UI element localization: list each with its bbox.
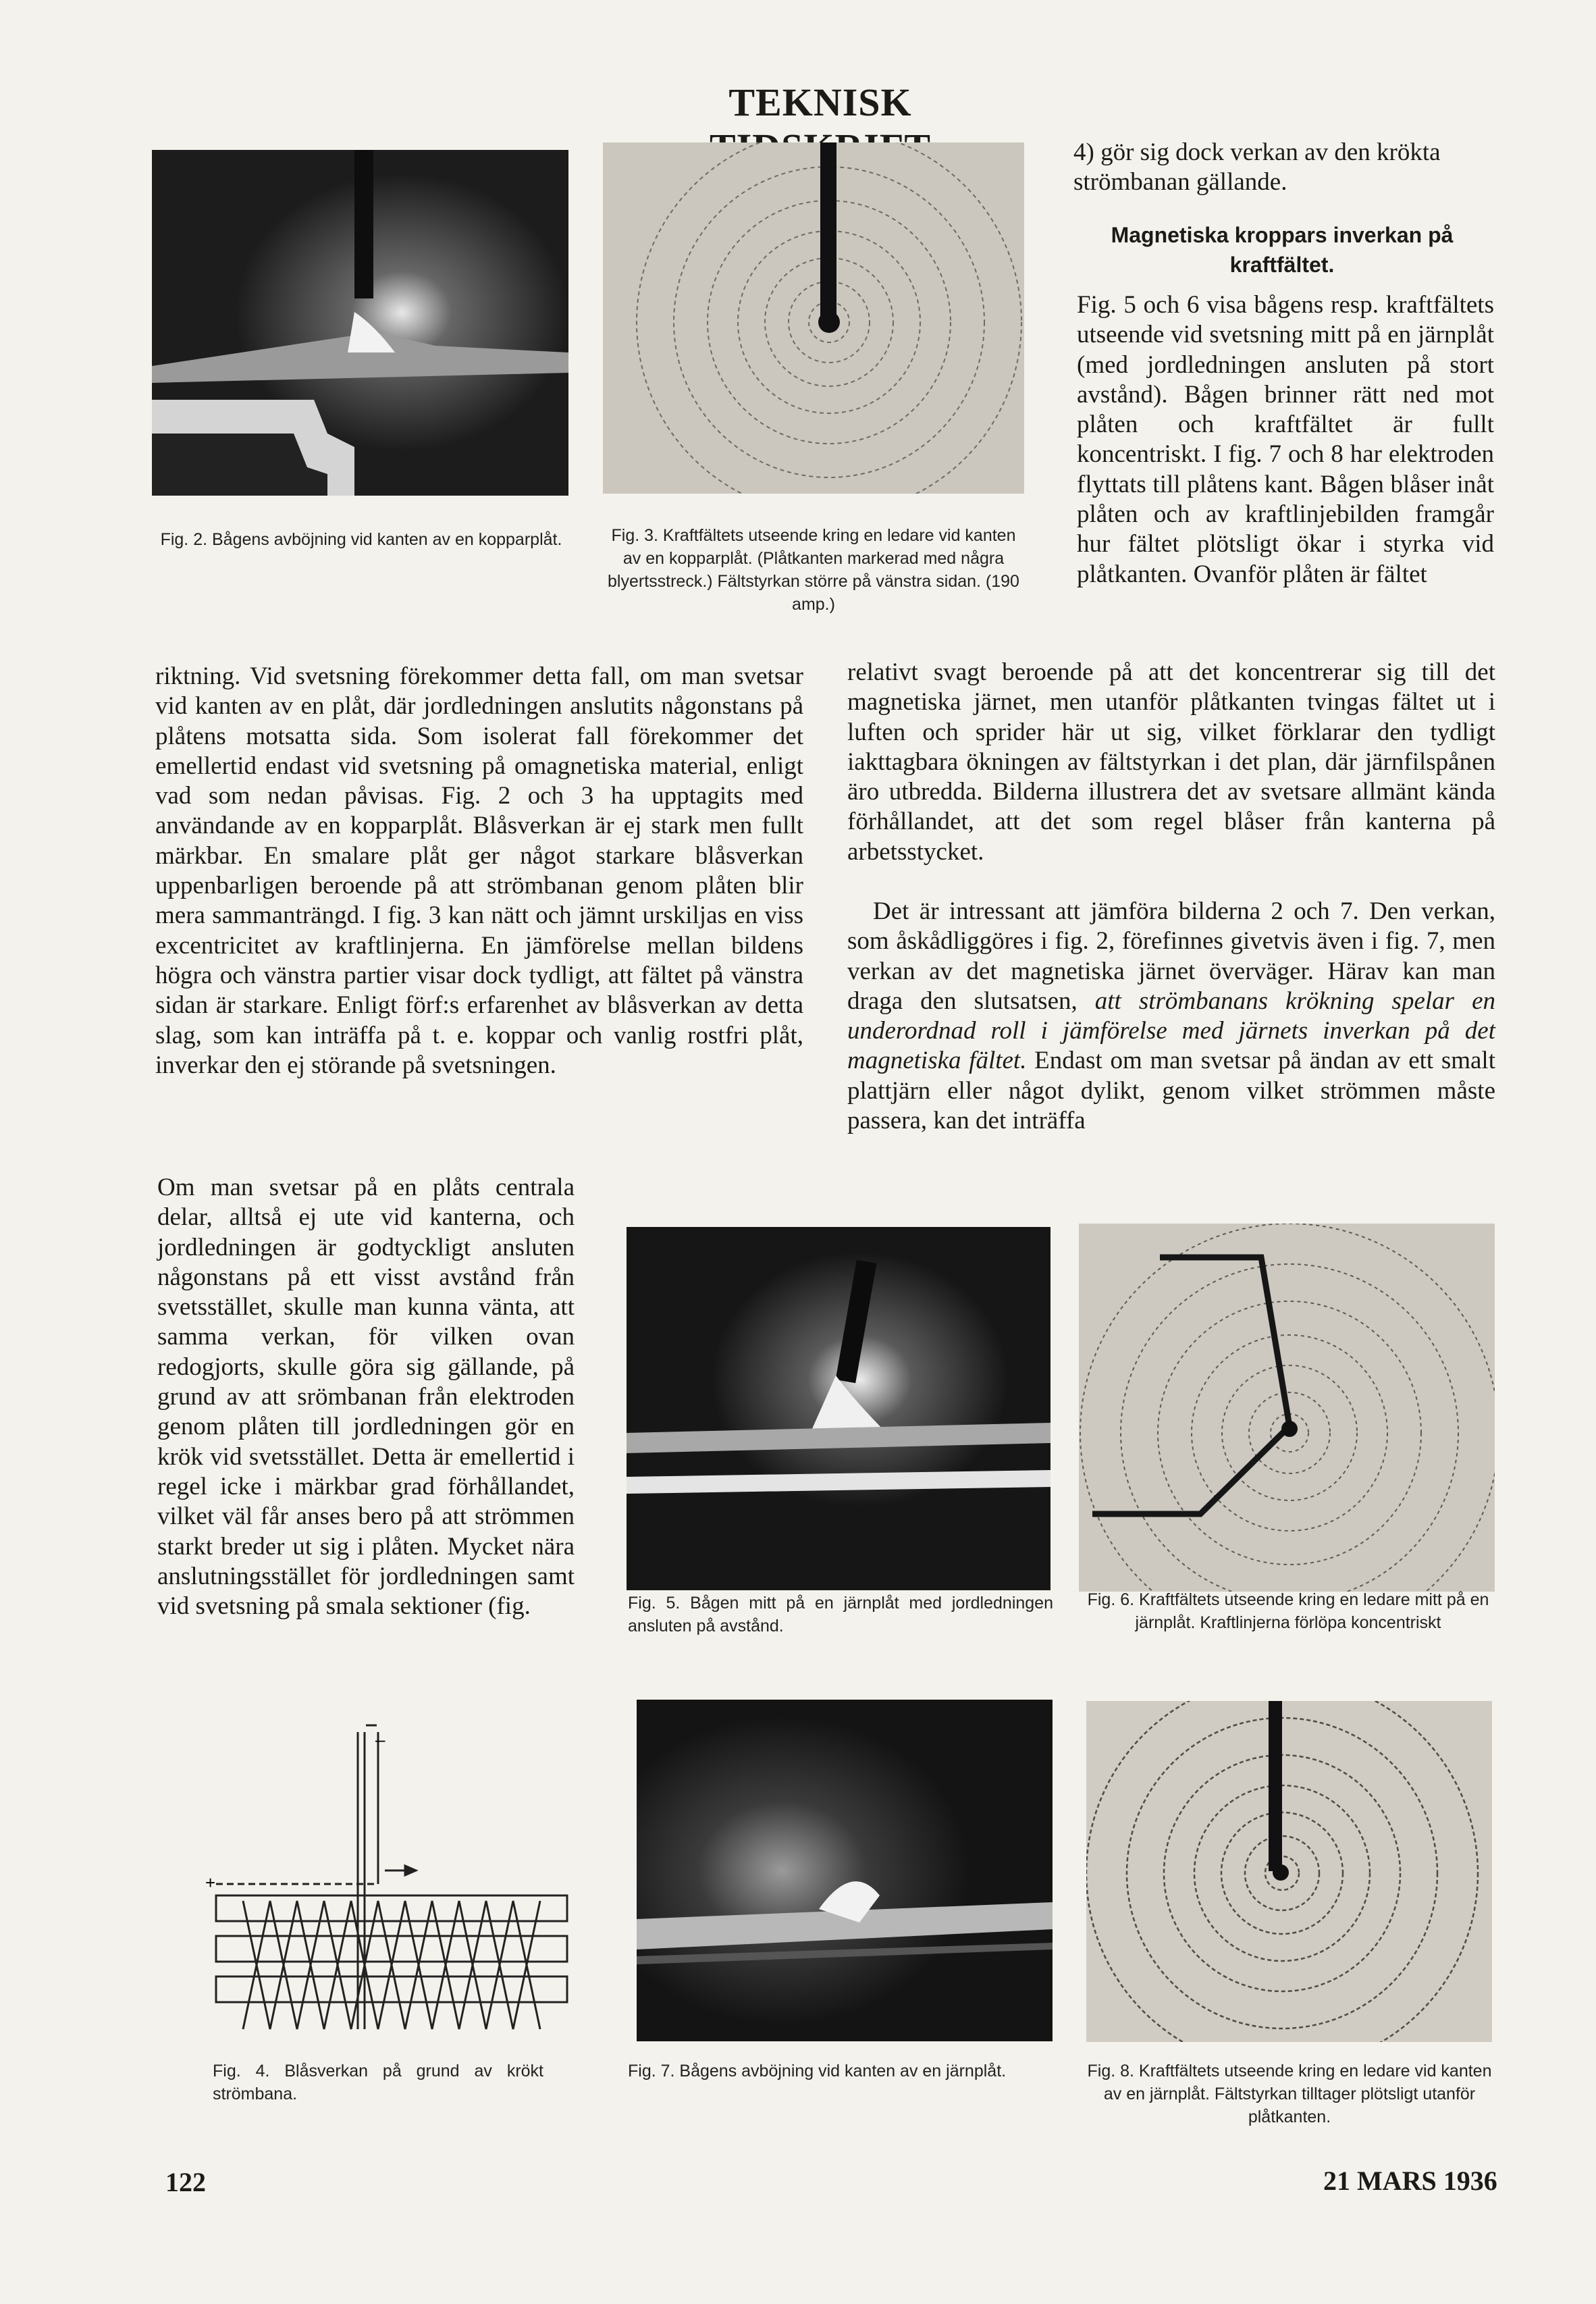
fig2-caption: Fig. 2. Bågens avböjning vid kanten av en kopparplåt.: [160, 530, 562, 549]
emphasis-text: att strömbanans krökning spelar en underordnad roll i jämförelse med järnets inverkan på det magnetiska fältet.: [847, 987, 1495, 1075]
left-top-text: riktning. Vid svetsning förekommer detta fall, om man svetsar vid kanten av en plåt, där jordledningen anslutits någonstans på plåtens motsatta sida. Som isolerat fall förekommer det emellertid endast vid svetsning på omagnetiska material, enligt vad som nedan påvisas. Fig. 2 och 3 ha upptagits med användande av en kopparplåt. Blåsverkan är ej stark men fullt märkbar. En smalare plåt ger något starkare blåsverkan uppenbarligen beroende på att strömbanan genom plåten blir mera sammanträngd. I fig. 3 kan nätt och jämnt urskiljas en viss excentricitet av kraftlinjerna. En jämförelse mellan bildens högra och vänstra partier visar dock tydligt, att fältet på vänstra sidan är starkare. Enligt förf:s erfarenhet av blåsverkan av detta slag, som kan inträffa på t. e. koppar och vanlig rostfri plåt, inverkar den ej störande på svetsningen.: [155, 662, 803, 1079]
fig4-caption: Fig. 4. Blåsverkan på grund av krökt strömbana.: [213, 2062, 543, 2103]
right-narrow-text: Fig. 5 och 6 visa bågens resp. kraftfältets utseende vid svetsning mitt på en järnplåt (med jordledningen ansluten på stort avstånd). Bågen brinner rätt ned mot plåten och kraftfältet är fullt koncentriskt. I fig. 7 och 8 har elektroden flyttats till plåtens kant. Bågen blåser inåt plåten och av kraftlinjebilden framgår hur fältet plötsligt ökar i styrka vid plåtkanten. Ovanför plåten är fältet: [1077, 291, 1494, 588]
fig7-photo: [637, 1700, 1053, 2041]
left-narrow-text: Om man svetsar på en plåts centrala delar, alltså ej ute vid kanterna, och jordledningen är godtyckligt ansluten någonstans på ett visst avstånd från svetsstället, skulle man kunna vänta, att samma verkan, för vilken ovan redogjorts, skulle göra sig gällande, på grund av att srömbanan från elektroden genom plåten till jordledningen gör en krök vid svetsstället. Detta är emellertid i regel icke i märkbar grad förhållandet, vilket väl får anses bero på att strömmen starkt breder ut sig i plåten. Mycket nära anslutningsstället för jordledningen samt vid svetsning på smala sektioner (fig.: [157, 1174, 575, 1621]
fig6-photo: [1079, 1224, 1495, 1592]
svg-text:+: +: [205, 1873, 216, 1893]
page-number: 122: [165, 2167, 206, 2197]
fig6-caption: Fig. 6. Kraftfältets utseende kring en ledare mitt på en järnplåt. Kraftlinjerna förlöpa koncentriskt: [1087, 1590, 1489, 1632]
svg-text:–: –: [375, 1729, 385, 1750]
right-top-text: 4) gör sig dock verkan av den krökta strömbanan gällande.: [1073, 138, 1441, 197]
fig8-photo: [1086, 1701, 1492, 2042]
fig7-caption: Fig. 7. Bågens avböjning vid kanten av en järnplåt.: [628, 2062, 1007, 2080]
fig5-caption: Fig. 5. Bågen mitt på en järnplåt med jordledningen ansluten på avstånd.: [628, 1594, 1053, 1635]
fig8-caption: Fig. 8. Kraftfältets utseende kring en ledare vid kanten av en järnplåt. Fältstyrkan tilltager plötsligt utanför plåtkanten.: [1087, 2062, 1492, 2126]
fig4-diagram: [203, 1719, 594, 2070]
right-wide-text-1: relativt svagt beroende på att det koncentrerar sig till det magnetiska järnet, men utanför plåtkanten tvingas fältet ut i luften och sprider här ut sig, vilket förklarar den tydligt iakttagbara ökningen av fältstyrkan i det plan, där järnfilspånen äro utbredda. Bilderna illustrera det av svetsare allmänt kända förhållandet, att det som regel blåser från kanterna på arbetsstycket.: [847, 658, 1495, 866]
fig2-photo: [152, 150, 568, 496]
masthead: TEKNISK: [728, 80, 912, 124]
fig3-caption: Fig. 3. Kraftfältets utseende kring en ledare vid kanten av en kopparplåt. (Plåtkanten markerad med några blyertsstreck.) Fältstyrkan större på vänstra sidan. (190 amp.): [608, 526, 1019, 614]
paragraph-part: Det är intressant att jämföra bilderna 2 och 7. Den verkan, som åskådliggöres i fig. 2, förefinnes givetvis även i fig. 7, men verkan av det magnetiska järnet överväger. Härav kan man draga den slutsatsen,: [847, 897, 1495, 1015]
paragraph-part: Endast om man svetsar på ändan av ett smalt plattjärn eller något dylikt, genom vilket strömmen måste passera, kan det inträffa: [847, 1047, 1495, 1135]
fig3-photo: [603, 142, 1024, 494]
right-wide-text-2: [847, 897, 1495, 1136]
fig5-photo: [627, 1227, 1050, 1590]
section-heading: Magnetiska kroppars inverkan på kraftfältet.: [1111, 223, 1454, 277]
issue-date: 21 MARS 1936: [1323, 2166, 1497, 2196]
